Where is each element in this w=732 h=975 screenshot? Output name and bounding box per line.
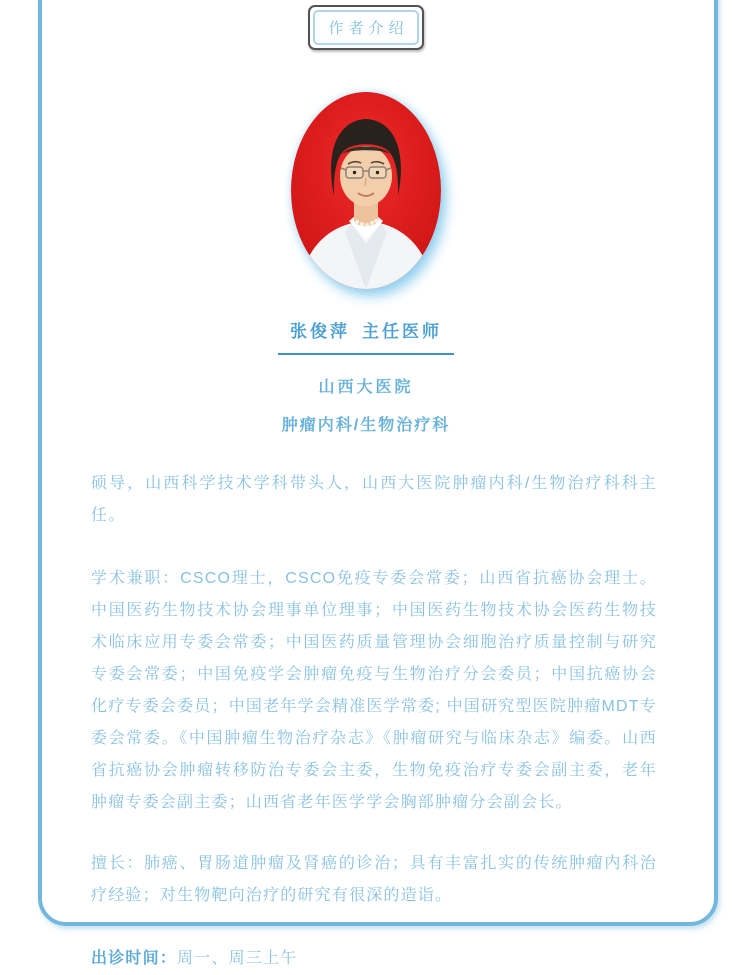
hospital-name: 山西大医院 [318, 379, 414, 396]
clinic-hours-label: 出诊时间： [91, 950, 178, 967]
bio-summary-paragraph: 硕导，山西科学技术学科带头人，山西大医院肿瘤内科/生物治疗科科主任。 [91, 475, 657, 524]
doctor-title: 主任医师 [362, 322, 442, 341]
doctor-portrait [291, 92, 441, 289]
doctor-name: 张俊萍 [290, 322, 350, 341]
doctor-portrait-illustration [291, 92, 441, 289]
bio-specialty-paragraph: 擅长：肺癌、胃肠道肿瘤及肾癌的诊治；具有丰富扎实的传统肿瘤内科治疗经验；对生物靶向治疗的研究有很深的造诣。 [91, 855, 657, 904]
doctor-name-row [0, 317, 732, 342]
name-underline [278, 353, 454, 355]
author-intro-badge [308, 5, 424, 50]
eye-right [376, 171, 379, 174]
eye-left [353, 171, 356, 174]
nose [365, 178, 366, 186]
department-name: 肿瘤内科/生物治疗科 [281, 417, 451, 434]
clinic-hours-value: 周一、周三上午 [177, 950, 298, 967]
author-intro-badge-label: 作者介绍 [313, 10, 419, 45]
clinic-hours-line [91, 943, 657, 975]
bio-academic-paragraph: 学术兼职：CSCO理士，CSCO免疫专委会常委；山西省抗癌协会理士。中国医药生物技术协会理事单位理事；中国医药生物技术协会医药生物技术临床应用专委会常委；中国医药质量管理协会细胞治疗质量控制与研究专委会常委；中国免疫学会肿瘤免疫与生物治疗分会委员；中国抗癌协会化疗专委会委员；中国老年学会精准医学常委; 中国研究型医院肿瘤MDT专委会常委。《中国肿瘤生物治疗杂志》《肿瘤研究与临床杂志》编委。山西省抗癌协会肿瘤转移防治专委会主委，生物免疫治疗专委会副主委，老年肿瘤专委会副主委；山西省老年医学学会胸部肿瘤分会副会长。 [91, 570, 657, 811]
